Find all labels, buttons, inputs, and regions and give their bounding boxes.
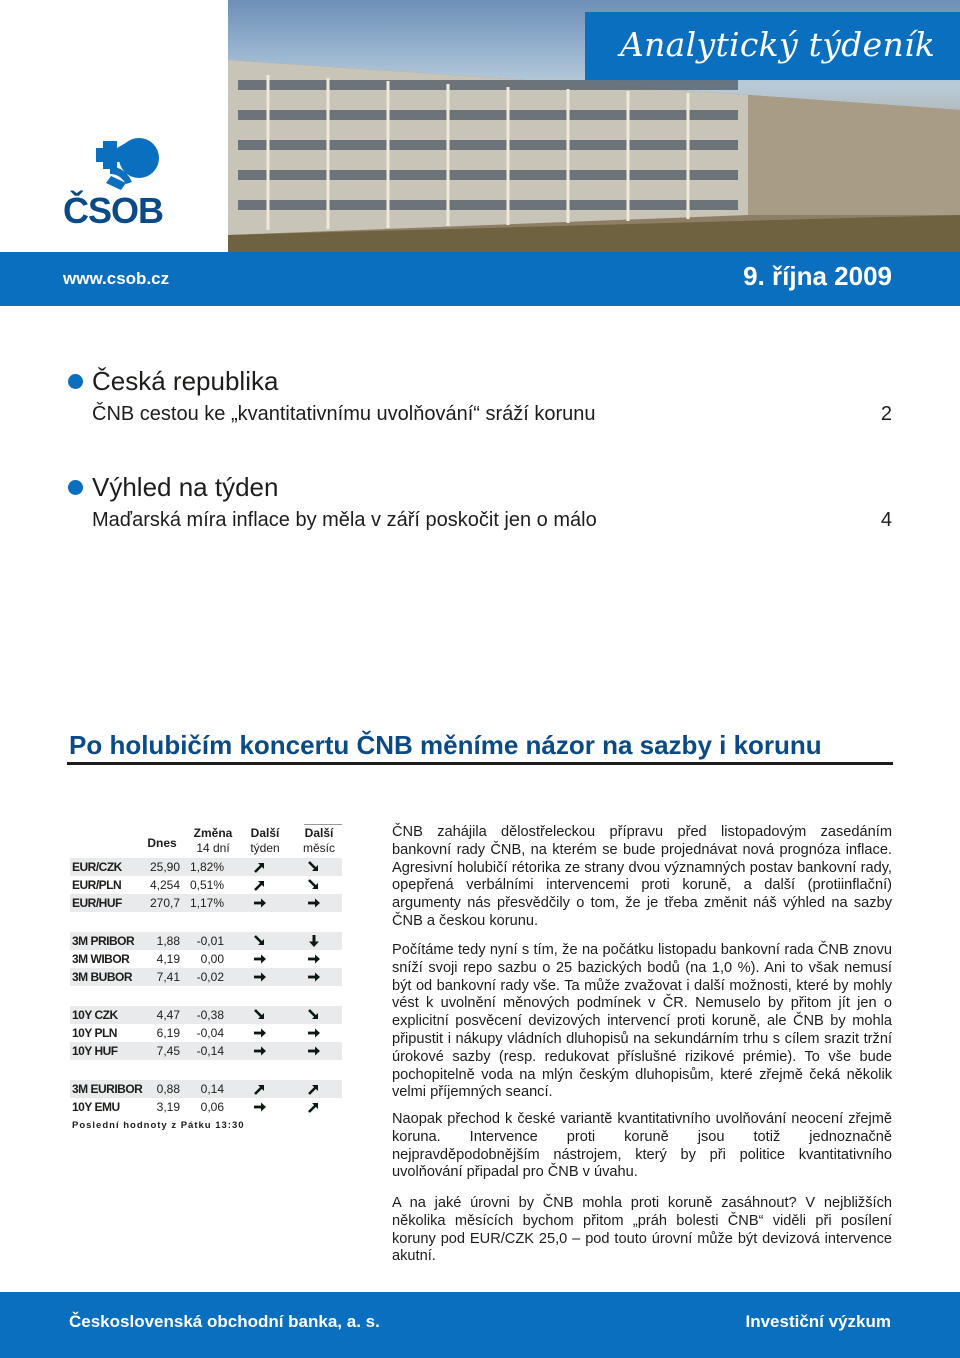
change-value: -0,02 (196, 970, 224, 984)
table-row (70, 1006, 342, 1024)
change-value: 0,06 (200, 1100, 224, 1114)
change-value: -0,04 (196, 1026, 224, 1040)
toc-subtitle[interactable]: ČNB cestou ke „kvantitativnímu uvolňování“ sráží korunu (92, 403, 596, 425)
week-arrow-icon (250, 1042, 270, 1060)
table-note: Poslední hodnoty z Pátku 13:30 (72, 1120, 245, 1131)
publication-title: Analytický týdeník (620, 25, 936, 64)
table-row (70, 1098, 342, 1116)
month-arrow-icon (304, 950, 324, 968)
today-value: 0,88 (156, 1082, 180, 1096)
report-header (0, 0, 960, 306)
col-header-change-line1: Změna (193, 826, 233, 840)
headline-divider (67, 762, 893, 765)
change-value: -0,01 (196, 934, 224, 948)
month-arrow-icon (304, 858, 324, 876)
col-header-month-line1: Další (304, 826, 334, 840)
today-value: 6,19 (156, 1026, 180, 1040)
month-arrow-icon (304, 1042, 324, 1060)
instrument-label: 3M PRIBOR (72, 934, 135, 948)
month-arrow-icon (304, 894, 324, 912)
week-arrow-icon (250, 1024, 270, 1042)
today-value: 1,88 (156, 934, 180, 948)
paragraph-3: Naopak přechod k české variantě kvantitativního uvolňování neocení zřejmě koruna. Intervence proti koruně jsou totiž jednoznačně nejpravděpodobnějším nástrojem, který by při politice kvantitativního uvolňování připadal pro ČNB v úvahu. (392, 1111, 892, 1181)
today-value: 4,254 (149, 878, 180, 892)
today-value: 4,47 (156, 1008, 180, 1022)
change-value: 0,14 (200, 1082, 224, 1096)
col-header-change-line2: 14 dní (196, 841, 230, 855)
bullet-icon (68, 374, 83, 389)
instrument-label: 3M BUBOR (72, 970, 133, 984)
instrument-label: EUR/HUF (72, 896, 122, 910)
change-value: 1,82% (189, 860, 224, 874)
month-arrow-icon (304, 968, 324, 986)
week-arrow-icon (250, 968, 270, 986)
table-row (70, 894, 342, 912)
change-value: 1,17% (189, 896, 224, 910)
change-value: -0,14 (196, 1044, 224, 1058)
month-arrow-icon (304, 1098, 324, 1116)
instrument-label: 3M WIBOR (72, 952, 130, 966)
instrument-label: 10Y CZK (72, 1008, 118, 1022)
logo-area (0, 0, 228, 252)
table-row (70, 1024, 342, 1042)
col-header-change (186, 826, 240, 856)
bank-name: Československá obchodní banka, a. s. (69, 1312, 380, 1331)
department-name: Investiční výzkum (745, 1312, 891, 1331)
col-header-next-month (294, 826, 344, 856)
logo-wordmark: ČSOB (63, 190, 164, 231)
today-value: 4,19 (156, 952, 180, 966)
toc-heading[interactable]: Výhled na týden (92, 472, 279, 502)
issue-date: 9. října 2009 (743, 261, 892, 291)
toc-subtitle[interactable]: Maďarská míra inflace by měla v září poskočit jen o málo (92, 509, 597, 531)
toc-heading[interactable]: Česká republika (92, 366, 279, 396)
instrument-label: 10Y HUF (72, 1044, 118, 1058)
bullet-icon (68, 480, 83, 495)
paragraph-4: A na jaké úrovni by ČNB mohla proti koruně zasáhnout? V nejbližších několika měsících bychom přitom „práh bolesti ČNB“ viděli při posílení koruny pod EUR/CZK 25,0 – pod touto úrovní může být devizová intervence akutní. (392, 1195, 892, 1265)
week-arrow-icon (250, 1080, 270, 1098)
col-header-month-line2: měsíc (302, 841, 335, 855)
col-header-week-line1: Další (250, 826, 280, 840)
header-rule (304, 824, 342, 825)
month-arrow-icon (304, 1006, 324, 1024)
month-arrow-icon (304, 932, 324, 950)
instrument-label: 3M EURIBOR (72, 1082, 143, 1096)
table-row (70, 858, 342, 876)
table-row (70, 932, 342, 950)
col-header-next-week (240, 826, 290, 856)
table-row (70, 968, 342, 986)
today-value: 3,19 (156, 1100, 180, 1114)
week-arrow-icon (250, 894, 270, 912)
col-header-week-line2: týden (250, 841, 280, 855)
paragraph-1: ČNB zahájila dělostřeleckou přípravu před listopadovým zasedáním bankovní rady ČNB, na kterém se bude projednávat nová prognóza inflace. Agresivní holubičí rétorika ze strany dvou významných postav bankovní rady, opepřená verbálními intervencemi proti koruně, a další (protiinflační) argumenty nás přesvědčily o tom, že je třeba změnit náš výhled na sazby ČNB a českou korunu. (392, 824, 892, 929)
table-row (70, 1080, 342, 1098)
instrument-label: 10Y PLN (72, 1026, 117, 1040)
week-arrow-icon (250, 950, 270, 968)
table-row (70, 1042, 342, 1060)
change-value: 0,51% (189, 878, 224, 892)
toc-page-number: 2 (880, 403, 892, 425)
week-arrow-icon (250, 858, 270, 876)
month-arrow-icon (304, 876, 324, 894)
week-arrow-icon (250, 876, 270, 894)
table-row (70, 876, 342, 894)
today-value: 7,41 (156, 970, 180, 984)
toc-page-number: 4 (880, 509, 892, 531)
instrument-label: EUR/PLN (72, 878, 122, 892)
month-arrow-icon (304, 1024, 324, 1042)
table-row (70, 950, 342, 968)
instrument-label: 10Y EMU (72, 1100, 120, 1114)
week-arrow-icon (250, 1098, 270, 1116)
col-header-today: Dnes (147, 836, 177, 850)
today-value: 25,90 (149, 860, 180, 874)
instrument-label: EUR/CZK (72, 860, 122, 874)
change-value: 0,00 (200, 952, 224, 966)
week-arrow-icon (250, 932, 270, 950)
paragraph-2: Počítáme tedy nyní s tím, že na počátku listopadu bankovní rada ČNB znovu sníží svoji repo sazbu o 25 bazických bodů (na 1,0 %). Ani to však nemusí být od bankovní rady vše. Ta může zvažovat i další možnosti, které by mohly vést k uvolnění měnových podmínek v ČR. Nemuselo by přitom jít jen o explicitní posvěcení devizových intervencí proti koruně, ale ČNB by mohla připustit i nákupy vládních dluhopisů na sekundárním trhu s cílem srazit tržní úrokové sazby (resp. redukovat příslušné rizikové prémie). To vše bude pochopitelně voda na mlýn českým dluhopisům, které zřejmě čeká několik velmi příjemných seancí. (392, 942, 892, 1101)
article-headline: Po holubičím koncertu ČNB měníme názor na sazby i korunu (69, 730, 822, 760)
market-table (70, 820, 360, 1140)
change-value: -0,38 (196, 1008, 224, 1022)
week-arrow-icon (250, 1006, 270, 1024)
today-value: 270,7 (149, 896, 180, 910)
today-value: 7,45 (156, 1044, 180, 1058)
month-arrow-icon (304, 1080, 324, 1098)
website-link[interactable]: www.csob.cz (63, 269, 170, 288)
